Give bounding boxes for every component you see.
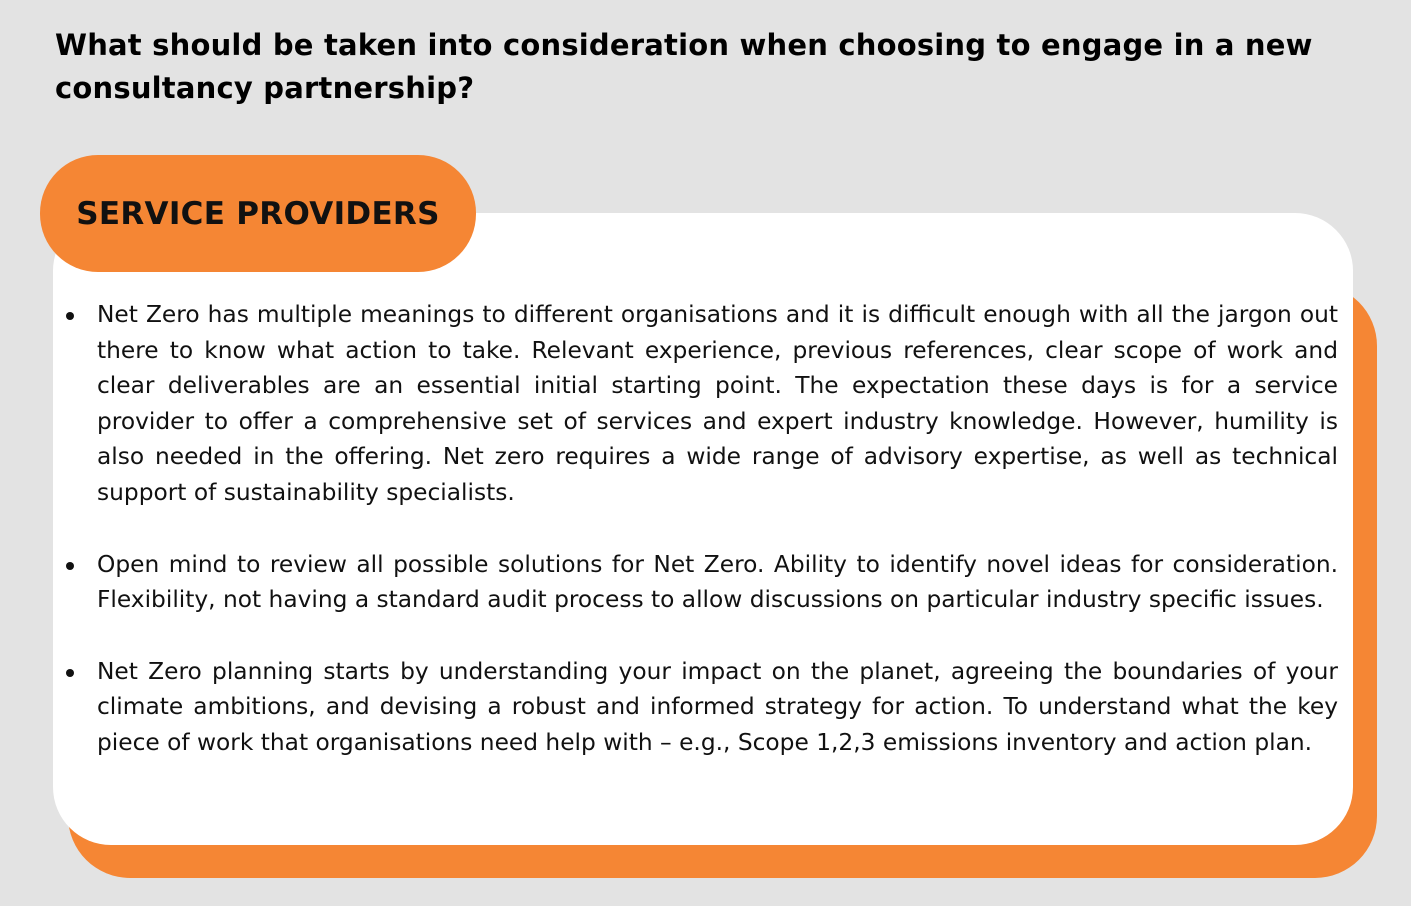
bullet-item bbox=[62, 297, 1338, 511]
bullet-icon bbox=[66, 562, 74, 570]
bullet-icon bbox=[66, 669, 74, 677]
page-heading: What should be taken into consideration when choosing to engage in a new consultancy partnership? bbox=[55, 28, 1313, 105]
bullet-item bbox=[62, 547, 1338, 618]
section-label: SERVICE PROVIDERS bbox=[76, 195, 440, 232]
bullet-item bbox=[62, 654, 1338, 761]
bullet-list bbox=[62, 297, 1338, 797]
section-label-pill bbox=[40, 155, 476, 272]
bullet-text: Open mind to review all possible solutions for Net Zero. Ability to identify novel ideas for consideration. Flexibility, not having a standard audit process to allow discussions on particular industry specific issues. bbox=[97, 550, 1338, 614]
bullet-text: Net Zero planning starts by understanding your impact on the planet, agreeing the boundaries of your climate ambitions, and devising a robust and informed strategy for action. To understand what the key piece of work that organisations need help with – e.g., Scope 1,2,3 emissions inventory and action plan. bbox=[97, 657, 1338, 756]
bullet-icon bbox=[66, 312, 74, 320]
bullet-text: Net Zero has multiple meanings to different organisations and it is difficult enough with all the jargon out there to know what action to take. Relevant experience, previous references, clear scope of work and clear deliverables are an essential initial starting point. The expectation these days is for a service provider to offer a comprehensive set of services and expert industry knowledge. However, humility is also needed in the offering. Net zero requires a wide range of advisory expertise, as well as technical support of sustainability specialists. bbox=[97, 301, 1338, 506]
